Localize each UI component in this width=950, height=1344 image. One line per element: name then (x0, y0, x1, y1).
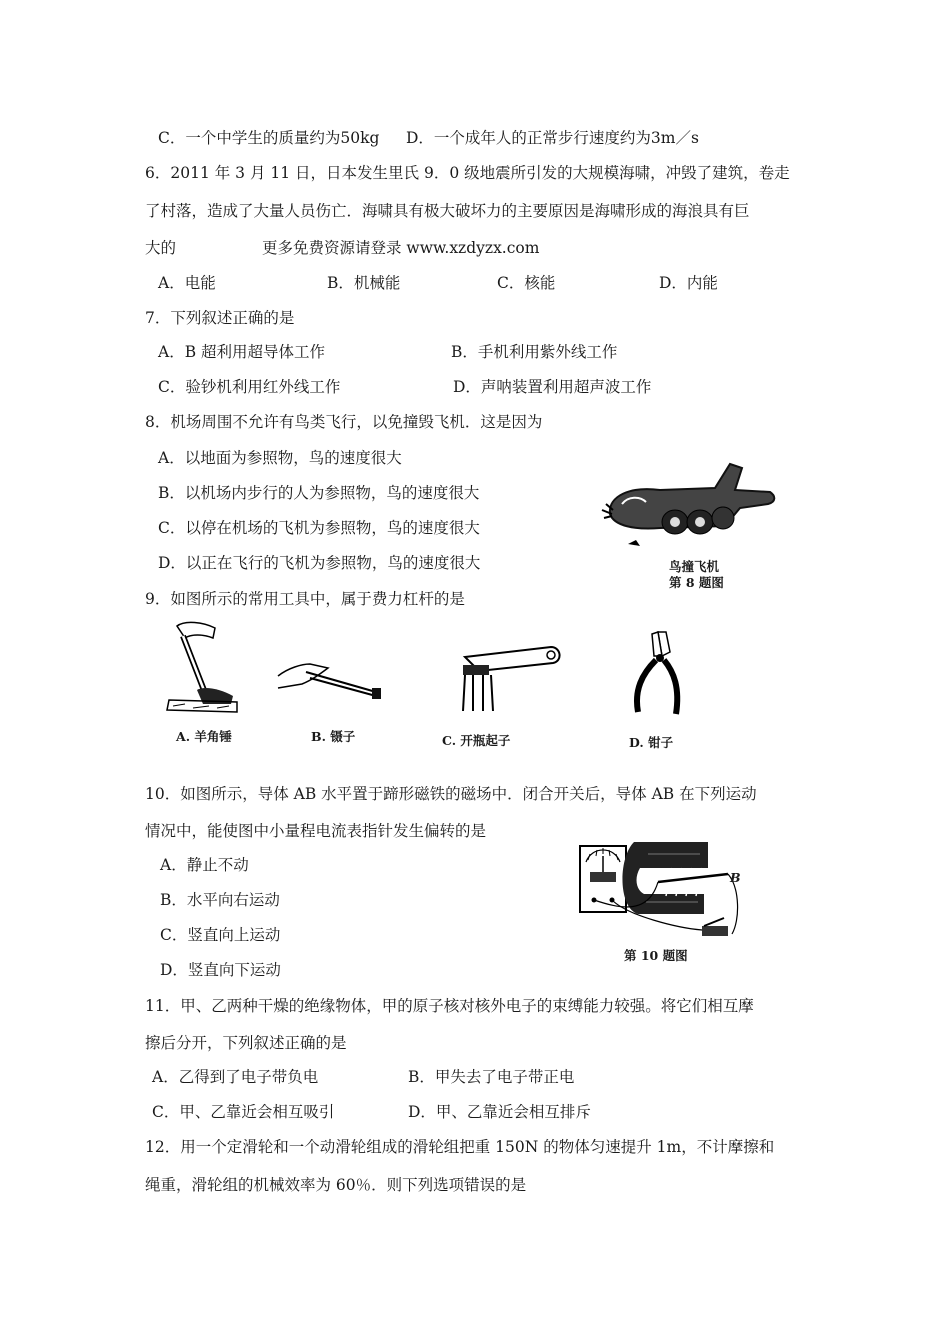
q6-option-c: C．核能 (497, 274, 556, 292)
bird-plane-illustration (600, 456, 780, 556)
q10-figure-letter: B (730, 870, 741, 885)
q10-stem-line1: 10．如图所示，导体 AB 水平置于蹄形磁铁的磁场中．闭合开关后，导体 AB 在下列运动 (145, 785, 757, 803)
q12-stem-line1: 12．用一个定滑轮和一个动滑轮组成的滑轮组把重 150N 的物体匀速提升 1m，不计摩擦和 (145, 1138, 775, 1156)
q11-option-c: C．甲、乙靠近会相互吸引 (152, 1103, 335, 1121)
q7-option-c: C．验钞机利用红外线工作 (158, 378, 341, 396)
tool-d-label: D. 钳子 (629, 735, 674, 750)
tweezers-illustration (276, 650, 388, 706)
q6-option-b: B．机械能 (327, 274, 401, 292)
q10-option-b: B．水平向右运动 (160, 891, 280, 909)
claw-hammer-illustration (163, 620, 243, 715)
tool-c-label: C. 开瓶起子 (442, 733, 511, 748)
q9-stem: 9．如图所示的常用工具中，属于费力杠杆的是 (145, 590, 465, 608)
q8-option-b: B．以机场内步行的人为参照物，鸟的速度很大 (158, 484, 480, 502)
q5-option-d: D．一个成年人的正常步行速度约为3m／s (406, 129, 699, 147)
q8-option-d: D．以正在飞行的飞机为参照物，鸟的速度很大 (158, 554, 481, 572)
q12-stem-line2: 绳重，滑轮组的机械效率为 60％．则下列选项错误的是 (145, 1176, 527, 1194)
q8-stem: 8．机场周围不允许有鸟类飞行，以免撞毁飞机．这是因为 (145, 413, 543, 431)
q11-option-d: D．甲、乙靠近会相互排斥 (408, 1103, 591, 1121)
q6-stem-line3: 大的 (145, 239, 177, 257)
q7-option-b: B．手机利用紫外线工作 (451, 343, 618, 361)
q10-stem-line2: 情况中，能使图中小量程电流表指针发生偏转的是 (145, 822, 487, 840)
q6-stem-line2: 了村落，造成了大量人员伤亡．海啸具有极大破坏力的主要原因是海啸形成的海浪具有巨 (145, 202, 750, 220)
q6-option-d: D．内能 (659, 274, 718, 292)
q10-option-c: C．竖直向上运动 (160, 926, 281, 944)
q7-option-a: A．B 超利用超导体工作 (158, 343, 326, 361)
pliers-illustration (628, 628, 690, 720)
tool-a-label: A. 羊角锤 (176, 729, 232, 744)
q5-option-c: C．一个中学生的质量约为50kg (158, 129, 380, 147)
magnet-circuit-illustration (578, 838, 744, 946)
q11-stem-line1: 11．甲、乙两种干燥的绝缘物体，甲的原子核对核外电子的束缚能力较强。将它们相互摩 (145, 997, 754, 1015)
q11-option-b: B．甲失去了电子带正电 (408, 1068, 575, 1086)
q10-option-d: D．竖直向下运动 (160, 961, 281, 979)
q10-option-a: A．静止不动 (160, 856, 249, 874)
q11-stem-line2: 擦后分开，下列叙述正确的是 (145, 1034, 347, 1052)
q8-figure-label: 第 8 题图 (669, 575, 724, 590)
tool-b-label: B. 镊子 (311, 729, 356, 744)
q8-option-a: A．以地面为参照物，鸟的速度很大 (158, 449, 402, 467)
q6-stem-line1: 6．2011 年 3 月 11 日，日本发生里氏 9．0 级地震所引发的大规模海啸，冲毁了建筑，卷走 (145, 164, 790, 182)
q6-resource-note: 更多免费资源请登录 www.xzdyzx.com (262, 239, 540, 257)
q7-stem: 7．下列叙述正确的是 (145, 309, 295, 327)
q8-figure-caption: 鸟撞飞机 (669, 559, 720, 574)
bottle-opener-illustration (455, 643, 567, 713)
q8-option-c: C．以停在机场的飞机为参照物，鸟的速度很大 (158, 519, 480, 537)
q6-option-a: A．电能 (158, 274, 216, 292)
q10-figure-label: 第 10 题图 (624, 948, 688, 963)
q7-option-d: D．声呐装置利用超声波工作 (453, 378, 652, 396)
q11-option-a: A．乙得到了电子带负电 (152, 1068, 319, 1086)
